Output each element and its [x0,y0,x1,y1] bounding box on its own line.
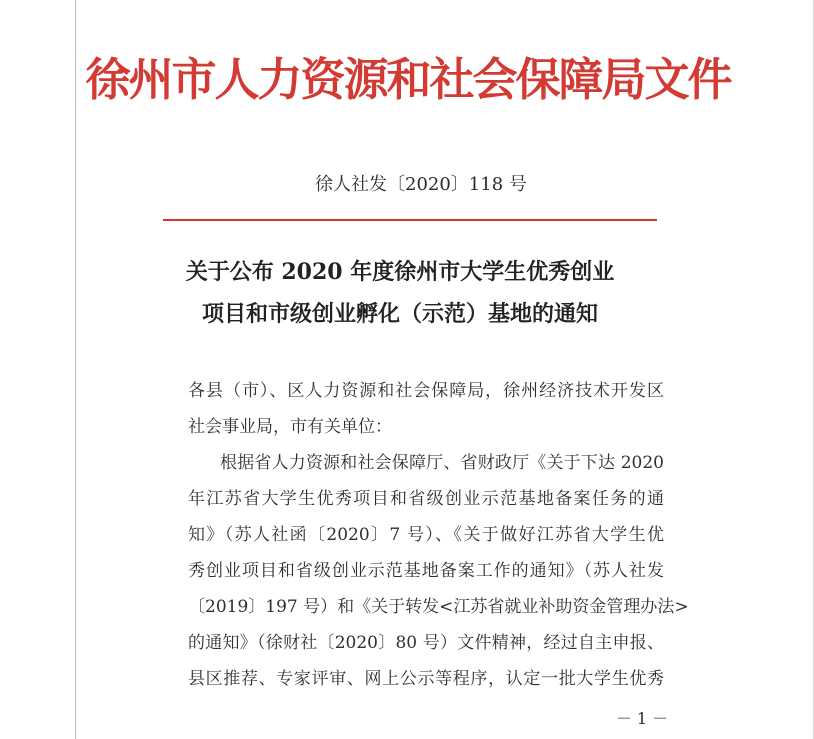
body-line: 知》（苏人社函〔2020〕7 号）、《关于做好江苏省大学生优 [188,525,664,545]
body-line: 年江苏省大学生优秀项目和省级创业示范基地备案任务的通 [188,489,664,509]
body-line: 社会事业局，市有关单位： [188,417,392,437]
body-line: 〔2019〕197 号）和《关于转发<江苏省就业补助资金管理办法> [188,597,689,617]
body-line: 根据省人力资源和社会保障厅、省财政厅《关于下达 2020 [220,453,664,473]
document-number: 徐人社发〔2020〕118 号 [315,174,527,195]
body-line: 各县（市）、区人力资源和社会保障局，徐州经济技术开发区 [188,381,664,401]
page-number: － 1 － [615,709,669,728]
body-line: 秀创业项目和省级创业示范基地备案工作的通知》（苏人社发 [188,561,664,581]
notice-title-line-2: 项目和市级创业孵化（示范）基地的通知 [201,301,598,327]
notice-title-line-1: 关于公布 2020 年度徐州市大学生优秀创业 [185,259,615,285]
body-line: 的通知》（徐财社〔2020〕80 号）文件精神，经过自主申报、 [188,633,664,653]
page-left-edge [75,0,76,739]
document-header-title: 徐州市人力资源和社会保障局文件 [85,52,731,106]
red-divider-rule [163,219,657,221]
body-line: 县区推荐、专家评审、网上公示等程序，认定一批大学生优秀 [188,669,664,689]
